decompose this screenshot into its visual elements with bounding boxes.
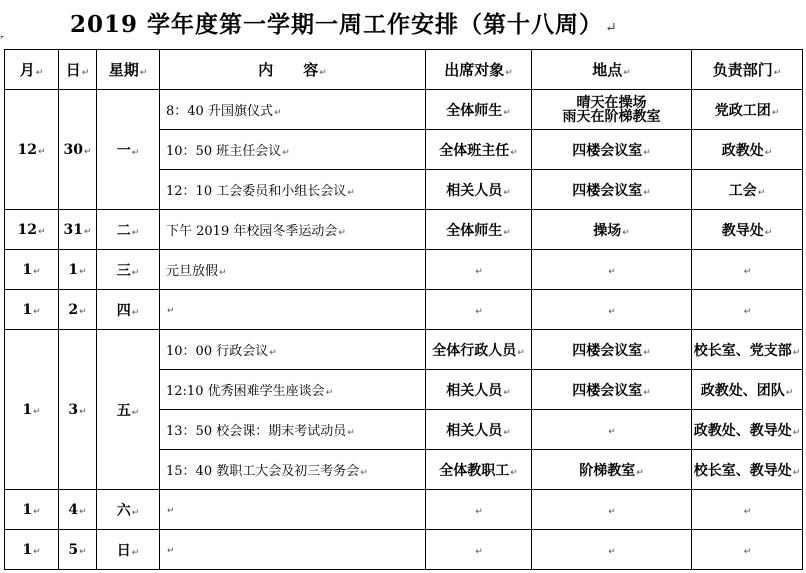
- paragraph-mark: ↵: [33, 506, 41, 517]
- cell-department[interactable]: [692, 290, 803, 330]
- paragraph-mark: ↵: [131, 507, 140, 518]
- cell-month-text: 1: [22, 401, 33, 418]
- paragraph-mark: ↵: [503, 107, 511, 118]
- cell-attendees-text: 全体师生: [446, 222, 503, 239]
- cell-weekday-text: 二: [116, 222, 131, 239]
- cell-attendees[interactable]: [426, 210, 532, 250]
- cell-weekday[interactable]: [97, 90, 160, 210]
- paragraph-mark: ↵: [785, 387, 794, 398]
- cell-day-text: 4: [68, 501, 79, 518]
- cell-day-text: 3: [68, 401, 79, 418]
- cell-department[interactable]: [692, 130, 803, 170]
- cell-weekday[interactable]: [97, 530, 160, 570]
- table-row: [5, 90, 803, 130]
- cell-weekday[interactable]: [97, 250, 160, 290]
- cell-day-text: 5: [68, 541, 79, 558]
- cell-month[interactable]: [5, 290, 59, 330]
- cell-location[interactable]: [532, 250, 692, 290]
- cell-department-text: 校长室、党支部: [693, 342, 792, 359]
- header-day: 日↵: [59, 50, 97, 90]
- cell-content[interactable]: [160, 490, 426, 530]
- paragraph-mark: ↵: [131, 267, 140, 278]
- title-text: 2019 学年度第一学期一周工作安排（第十八周）: [70, 11, 604, 38]
- header-location: 地点↵: [532, 50, 692, 90]
- cell-content-text: 12：10 工会委员和小组长会议: [166, 184, 347, 199]
- paragraph-mark: ↵: [636, 467, 644, 478]
- table-row: [5, 490, 803, 530]
- paragraph-mark: ↵: [743, 266, 752, 277]
- cell-content-text: 下午 2019 年校园冬季运动会: [166, 224, 338, 239]
- cell-content-text: 10：50 班主任会议: [166, 144, 282, 159]
- cell-department-text: 教导处: [721, 222, 764, 239]
- paragraph-mark: ↵: [475, 266, 483, 277]
- cell-attendees-text: 相关人员: [446, 382, 503, 399]
- cell-content[interactable]: [160, 370, 426, 410]
- cell-location[interactable]: [532, 370, 692, 410]
- cell-department-text: 政教处: [721, 142, 764, 159]
- paragraph-mark: ↵: [503, 187, 511, 198]
- cell-month-text: 1: [22, 261, 33, 278]
- paragraph-mark: ↵: [79, 406, 87, 417]
- cell-weekday-text: 三: [116, 262, 131, 279]
- paragraph-mark: ↵: [608, 506, 616, 517]
- paragraph-mark: ↵: [33, 406, 41, 417]
- cell-content-text: 元旦放假: [166, 264, 219, 279]
- cell-location[interactable]: [532, 290, 692, 330]
- cell-department[interactable]: [692, 370, 803, 410]
- cell-location-text: 四楼会议室: [572, 342, 643, 359]
- cell-day[interactable]: [59, 90, 97, 210]
- cell-location-text: 阶梯教室: [579, 462, 636, 479]
- paragraph-mark: ↵: [517, 347, 525, 358]
- cell-content[interactable]: [160, 450, 426, 490]
- header-attendees: 出席对象↵: [426, 50, 532, 90]
- cell-content[interactable]: [160, 250, 426, 290]
- paragraph-mark: ↵: [219, 268, 227, 278]
- cell-department[interactable]: [692, 210, 803, 250]
- cell-weekday[interactable]: [97, 290, 160, 330]
- paragraph-mark: ↵: [605, 20, 618, 36]
- cell-attendees[interactable]: [426, 330, 532, 370]
- paragraph-mark: ↵: [37, 226, 46, 237]
- cell-location-text: 四楼会议室: [572, 182, 643, 199]
- location-line-1: 晴天在操场: [576, 94, 647, 111]
- cell-month[interactable]: [5, 330, 59, 490]
- cell-location[interactable]: [532, 330, 692, 370]
- cell-attendees[interactable]: [426, 170, 532, 210]
- paragraph-mark: ↵: [131, 307, 140, 318]
- schedule-table: [4, 49, 803, 570]
- cell-content[interactable]: [160, 290, 426, 330]
- cell-attendees[interactable]: [426, 530, 532, 570]
- cell-weekday-text: 日: [116, 542, 131, 559]
- header-weekday: 星期↵: [97, 50, 160, 90]
- cell-department-text: 政教处、教导处: [693, 422, 792, 439]
- cell-day-text: 31: [63, 221, 83, 238]
- cell-department[interactable]: [692, 90, 803, 130]
- cell-month-text: 1: [22, 541, 33, 558]
- paragraph-mark: ↵: [608, 266, 616, 277]
- cell-attendees-text: 相关人员: [446, 182, 503, 199]
- cell-attendees-text: 全体行政人员: [432, 342, 517, 359]
- header-month: 月↵: [5, 50, 59, 90]
- cell-department-text: 工会: [728, 182, 757, 199]
- paragraph-mark: ↵: [743, 546, 752, 557]
- paragraph-mark: ↵: [643, 187, 651, 198]
- cell-weekday-text: 一: [116, 142, 131, 159]
- cell-day[interactable]: [59, 210, 97, 250]
- cell-weekday-text: 五: [116, 402, 131, 419]
- cell-day-text: 1: [68, 261, 79, 278]
- cell-attendees-text: 全体教职工: [439, 462, 510, 479]
- cell-attendees[interactable]: [426, 130, 532, 170]
- cell-month-text: 1: [22, 301, 33, 318]
- paragraph-mark: ↵: [33, 306, 41, 317]
- paragraph-mark: ↵: [475, 546, 483, 557]
- paragraph-mark: ↵: [167, 306, 175, 316]
- cell-weekday[interactable]: [97, 490, 160, 530]
- cell-location[interactable]: [532, 90, 692, 130]
- cell-content[interactable]: [160, 130, 426, 170]
- table-row: [5, 250, 803, 290]
- cell-weekday-text: 六: [116, 502, 131, 519]
- cell-weekday[interactable]: [97, 210, 160, 250]
- paragraph-mark: ↵: [131, 407, 140, 418]
- paragraph-mark: ↵: [503, 227, 511, 238]
- paragraph-mark: ↵: [757, 187, 766, 198]
- cell-department-text: 政教处、团队: [700, 382, 785, 399]
- cell-attendees[interactable]: [426, 370, 532, 410]
- paragraph-mark: ↵: [83, 226, 92, 237]
- cell-month-text: 12: [17, 221, 37, 238]
- paragraph-mark: ↵: [37, 146, 46, 157]
- cell-attendees-text: 全体师生: [446, 102, 503, 119]
- cell-department[interactable]: [692, 530, 803, 570]
- cell-month[interactable]: [5, 90, 59, 210]
- table-row: [5, 290, 803, 330]
- cell-content-text: 10：00 行政会议: [166, 344, 269, 359]
- cell-location[interactable]: [532, 210, 692, 250]
- cell-month[interactable]: [5, 530, 59, 570]
- paragraph-mark: ↵: [33, 266, 41, 277]
- paragraph-mark: ↵: [743, 306, 752, 317]
- paragraph-mark: ↵: [503, 427, 511, 438]
- cell-department[interactable]: [692, 490, 803, 530]
- paragraph-mark: ↵: [792, 467, 801, 478]
- paragraph-mark: ↵: [347, 188, 355, 198]
- cell-location[interactable]: [532, 170, 692, 210]
- cell-day-text: 30: [63, 141, 83, 158]
- cell-month[interactable]: [5, 250, 59, 290]
- cell-location[interactable]: [532, 490, 692, 530]
- paragraph-mark: ↵: [282, 148, 290, 158]
- cell-weekday[interactable]: [97, 330, 160, 490]
- cell-attendees-text: 全体班主任: [439, 142, 510, 159]
- paragraph-mark: ↵: [771, 107, 780, 118]
- cell-month[interactable]: [5, 490, 59, 530]
- cell-location[interactable]: [532, 450, 692, 490]
- document-title: [70, 6, 770, 39]
- table-row: [5, 330, 803, 370]
- paragraph-mark: ↵: [167, 546, 175, 556]
- cell-content-text: 13：50 校会课：期末考试动员: [166, 424, 347, 439]
- cell-department[interactable]: [692, 450, 803, 490]
- table-row: [5, 530, 803, 570]
- paragraph-mark: ↵: [622, 227, 630, 238]
- header-content: 内 容↵: [160, 50, 426, 90]
- table-move-handle-icon[interactable]: ⌜: [0, 36, 5, 46]
- cell-attendees[interactable]: [426, 490, 532, 530]
- paragraph-mark: ↵: [764, 227, 773, 238]
- header-row: [5, 50, 803, 90]
- cell-content[interactable]: [160, 530, 426, 570]
- cell-attendees[interactable]: [426, 90, 532, 130]
- paragraph-mark: ↵: [360, 468, 368, 478]
- cell-month-text: 12: [17, 141, 37, 158]
- paragraph-mark: ↵: [510, 147, 518, 158]
- schedule-body: [5, 50, 803, 570]
- paragraph-mark: ↵: [347, 428, 355, 438]
- cell-day-text: 2: [68, 301, 79, 318]
- cell-attendees[interactable]: [426, 450, 532, 490]
- cell-content-text: 12:10 优秀困难学生座谈会: [166, 384, 325, 399]
- paragraph-mark: ↵: [131, 227, 140, 238]
- cell-day[interactable]: [59, 530, 97, 570]
- paragraph-mark: ↵: [269, 348, 277, 358]
- cell-location[interactable]: [532, 530, 692, 570]
- paragraph-mark: ↵: [608, 306, 616, 317]
- cell-attendees[interactable]: [426, 290, 532, 330]
- paragraph-mark: ↵: [643, 387, 651, 398]
- paragraph-mark: ↵: [79, 306, 87, 317]
- paragraph-mark: ↵: [743, 506, 752, 517]
- paragraph-mark: ↵: [79, 506, 87, 517]
- paragraph-mark: ↵: [167, 506, 175, 516]
- cell-location-text: 四楼会议室: [572, 382, 643, 399]
- cell-location[interactable]: [532, 130, 692, 170]
- cell-department[interactable]: [692, 410, 803, 450]
- paragraph-mark: ↵: [338, 228, 346, 238]
- paragraph-mark: ↵: [643, 347, 651, 358]
- paragraph-mark: ↵: [83, 146, 92, 157]
- paragraph-mark: ↵: [608, 546, 616, 557]
- cell-content-text: 15：40 教职工大会及初三考务会: [166, 464, 360, 479]
- paragraph-mark: ↵: [131, 547, 140, 558]
- cell-month-text: 1: [22, 501, 33, 518]
- paragraph-mark: ↵: [792, 427, 801, 438]
- cell-department[interactable]: [692, 330, 803, 370]
- paragraph-mark: ↵: [643, 147, 651, 158]
- paragraph-mark: ↵: [608, 426, 616, 437]
- cell-content[interactable]: [160, 410, 426, 450]
- cell-content[interactable]: [160, 330, 426, 370]
- cell-weekday-text: 四: [116, 302, 131, 319]
- cell-content-text: 8：40 升国旗仪式: [166, 104, 273, 119]
- cell-day[interactable]: [59, 490, 97, 530]
- cell-department-text: 校长室、教导处: [693, 462, 792, 479]
- cell-location-text: 四楼会议室: [572, 142, 643, 159]
- cell-location[interactable]: [532, 410, 692, 450]
- paragraph-mark: ↵: [503, 387, 511, 398]
- paragraph-mark: ↵: [131, 147, 140, 158]
- cell-content[interactable]: [160, 90, 426, 130]
- header-department: 负责部门↵: [692, 50, 803, 90]
- paragraph-mark: ↵: [325, 388, 334, 398]
- cell-content[interactable]: [160, 210, 426, 250]
- cell-day[interactable]: [59, 290, 97, 330]
- paragraph-mark: ↵: [475, 506, 483, 517]
- cell-day[interactable]: [59, 330, 97, 490]
- cell-content[interactable]: [160, 170, 426, 210]
- location-line-2: 雨天在阶梯教室: [562, 108, 661, 125]
- paragraph-mark: ↵: [33, 546, 41, 557]
- cell-month[interactable]: [5, 210, 59, 250]
- paragraph-mark: ↵: [764, 147, 773, 158]
- paragraph-mark: ↵: [79, 546, 87, 557]
- paragraph-mark: ↵: [510, 467, 518, 478]
- cell-day[interactable]: [59, 250, 97, 290]
- paragraph-mark: ↵: [792, 347, 801, 358]
- cell-location-text: 操场: [593, 222, 622, 239]
- cell-attendees-text: 相关人员: [446, 422, 503, 439]
- cell-attendees[interactable]: [426, 250, 532, 290]
- cell-department[interactable]: [692, 170, 803, 210]
- table-row: [5, 210, 803, 250]
- paragraph-mark: ↵: [475, 306, 483, 317]
- cell-department-text: 党政工团: [714, 102, 771, 119]
- paragraph-mark: ↵: [273, 108, 282, 118]
- paragraph-mark: ↵: [79, 266, 87, 277]
- cell-department[interactable]: [692, 250, 803, 290]
- cell-attendees[interactable]: [426, 410, 532, 450]
